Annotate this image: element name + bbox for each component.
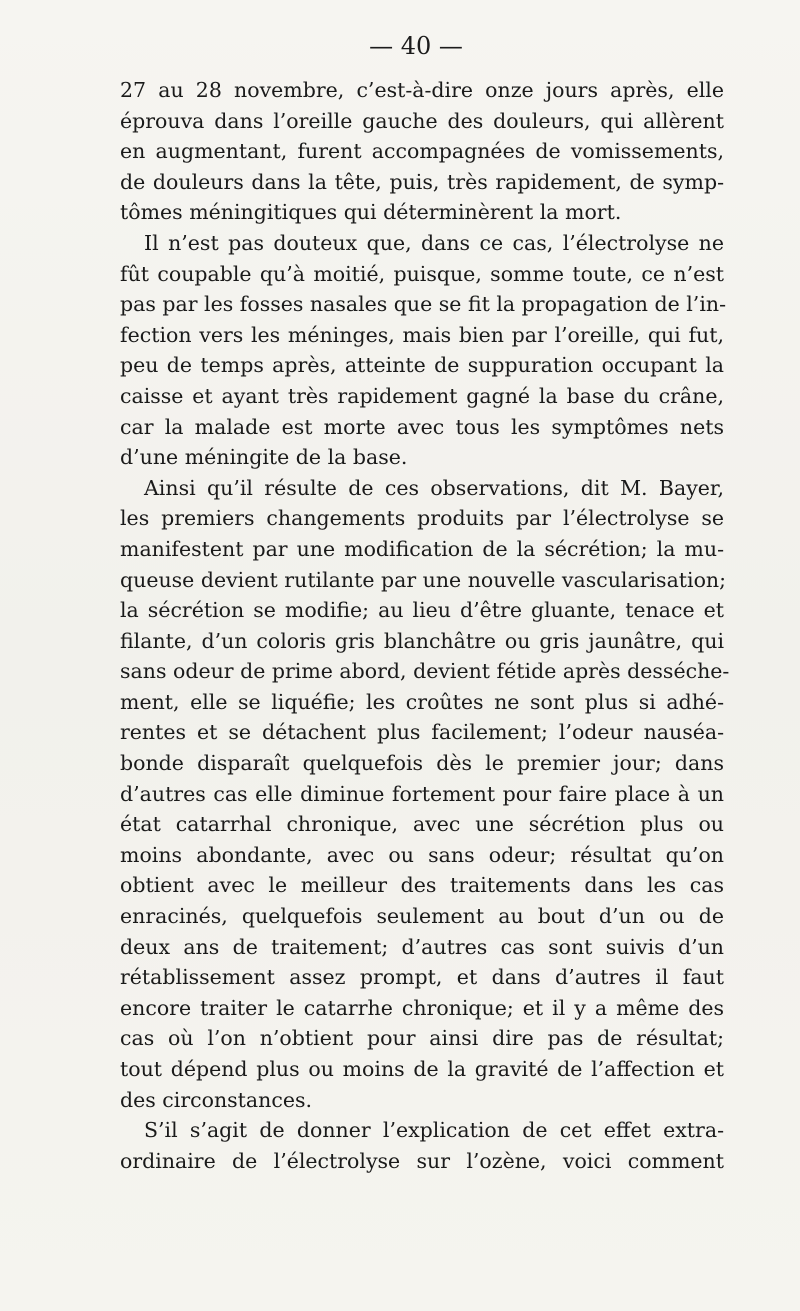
text-line: la sécrétion se modifie; au lieu d’être gluante, tenace et xyxy=(120,598,724,623)
text-line: pas par les fosses nasales que se fit la propagation de l’in- xyxy=(120,292,727,317)
text-line: fection vers les méninges, mais bien par l’oreille, qui fut, xyxy=(120,322,724,347)
text-line: manifestent par une modification de la sécrétion; la mu- xyxy=(120,536,724,561)
text-line: ment, elle se liquéfie; les croûtes ne sont plus si adhé- xyxy=(120,689,724,714)
text-line: S’il s’agit de donner l’explication de cet effet extra- xyxy=(144,1118,724,1143)
text-line: Il n’est pas douteux que, dans ce cas, l’électrolyse ne xyxy=(144,230,724,255)
paragraph xyxy=(120,473,730,1115)
text-line: rétablissement assez prompt, et dans d’autres il faut xyxy=(120,965,724,990)
text-line: état catarrhal chronique, avec une sécrétion plus ou xyxy=(120,812,724,837)
text-line: ordinaire de l’électrolyse sur l’ozène, voici comment xyxy=(120,1148,724,1173)
text-line: éprouva dans l’oreille gauche des douleurs, qui allèrent xyxy=(120,108,724,133)
text-line: les premiers changements produits par l’électrolyse se xyxy=(120,506,724,531)
text-line: tout dépend plus ou moins de la gravité de l’affection et xyxy=(120,1057,724,1081)
text-line: enracinés, quelquefois seulement au bout d’un ou de xyxy=(120,904,724,929)
text-line: tômes méningitiques qui déterminèrent la mort. xyxy=(120,200,622,225)
text-line: cas où l’on n’obtient pour ainsi dire pas de résultat; xyxy=(120,1026,724,1051)
paragraph xyxy=(120,228,727,473)
paragraph xyxy=(120,1115,724,1176)
text-line: obtient avec le meilleur des traitements dans les cas xyxy=(120,873,724,898)
text-line: caisse et ayant très rapidement gagné la base du crâne, xyxy=(120,383,724,408)
text-line: Ainsi qu’il résulte de ces observations, dit M. Bayer, xyxy=(144,475,724,500)
text-line: deux ans de traitement; d’autres cas sont suivis d’un xyxy=(120,934,724,959)
text-line: 27 au 28 novembre, c’est-à-dire onze jours après, elle xyxy=(120,78,724,102)
text-line: des circonstances. xyxy=(120,1087,312,1112)
text-line: queuse devient rutilante par une nouvelle vascularisation; xyxy=(120,567,727,592)
page-number: — 40 — xyxy=(369,32,463,60)
paragraph xyxy=(120,75,724,228)
text-line: peu de temps après, atteinte de suppuration occupant la xyxy=(120,353,724,378)
text-line: de douleurs dans la tête, puis, très rapidement, de symp- xyxy=(120,169,724,194)
text-line: d’une méningite de la base. xyxy=(120,445,408,470)
text-line: rentes et se détachent plus facilement; l’odeur nauséa- xyxy=(120,720,724,745)
text-line: sans odeur de prime abord, devient fétide après desséche- xyxy=(120,659,730,684)
text-line: filante, d’un coloris gris blanchâtre ou gris jaunâtre, qui xyxy=(120,628,724,653)
text-line: bonde disparaît quelquefois dès le premier jour; dans xyxy=(120,751,724,776)
text-line: d’autres cas elle diminue fortement pour faire place à un xyxy=(120,781,724,806)
text-line: en augmentant, furent accompagnées de vomissements, xyxy=(120,139,724,164)
text-line: encore traiter le catarrhe chronique; et il y a même des xyxy=(120,995,724,1020)
text-line: car la malade est morte avec tous les symptômes nets xyxy=(120,414,724,439)
text-line: moins abondante, avec ou sans odeur; résultat qu’on xyxy=(120,842,724,867)
body-text xyxy=(120,75,730,1176)
text-line: fût coupable qu’à moitié, puisque, somme toute, ce n’est xyxy=(120,261,724,286)
